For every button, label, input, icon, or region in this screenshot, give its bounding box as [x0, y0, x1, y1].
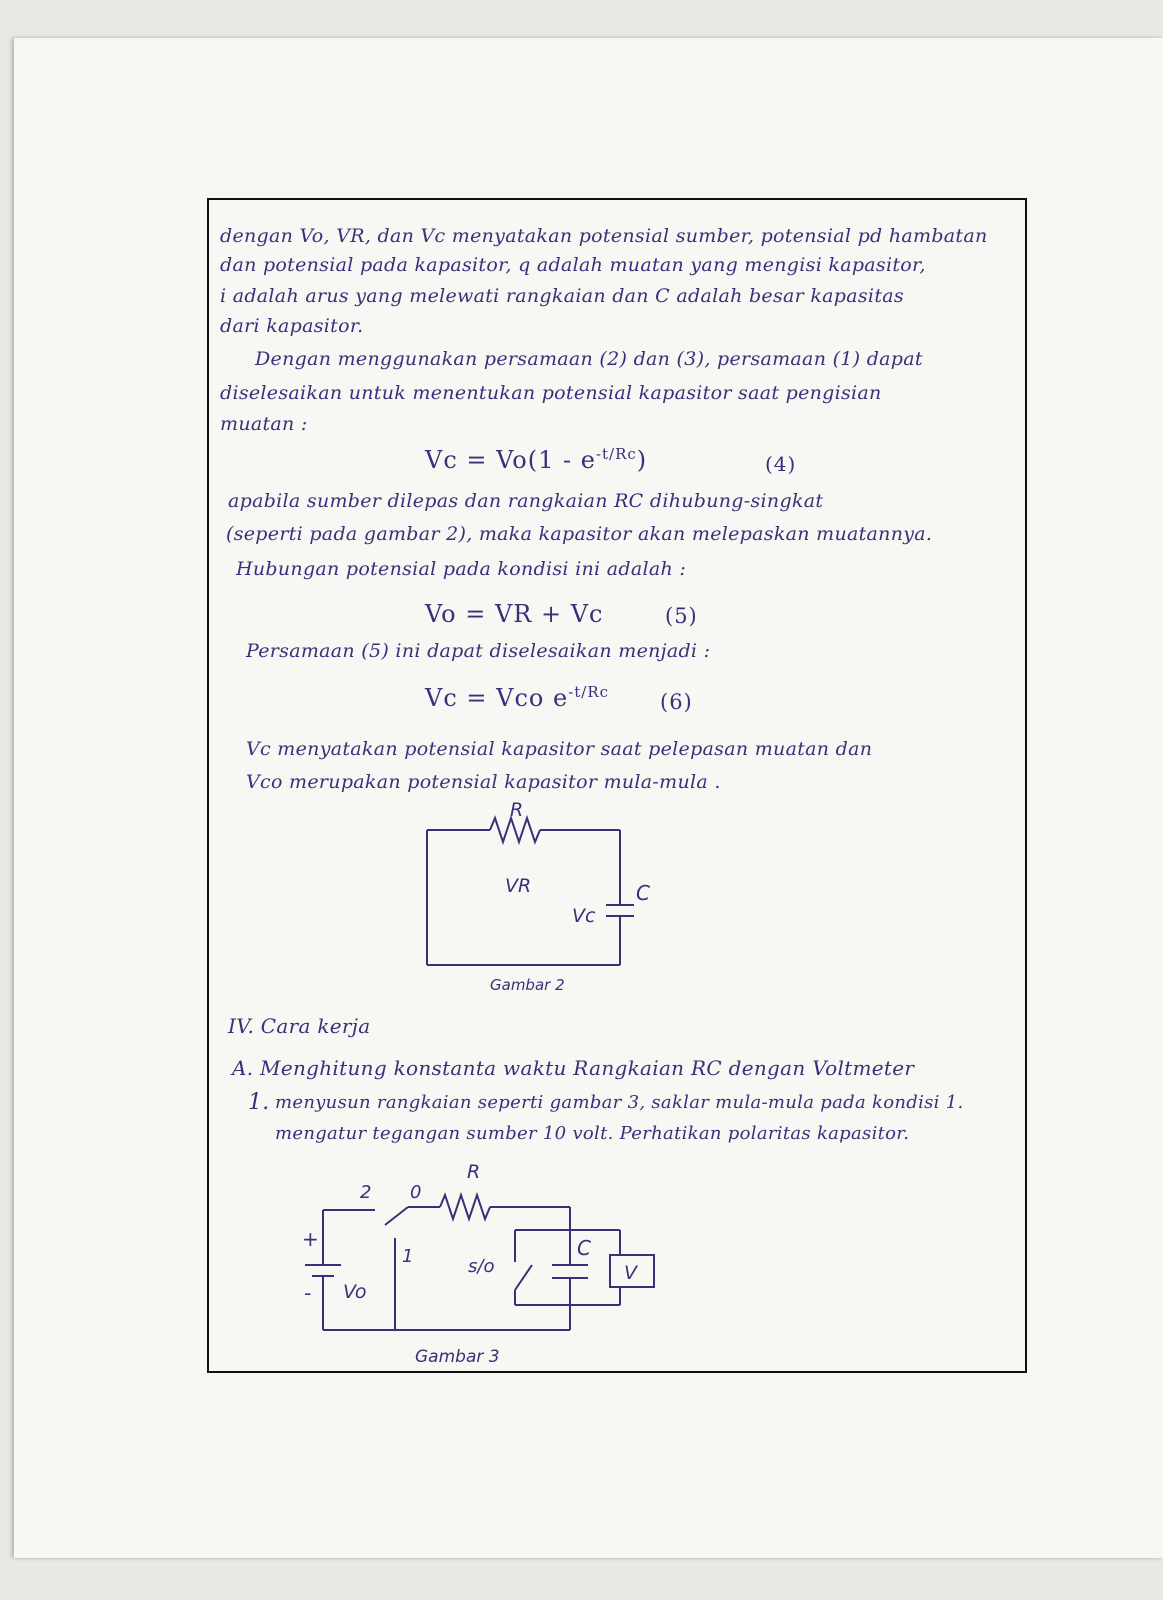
figure-3-label-r: R: [467, 1161, 481, 1183]
figure-3-label-plus: +: [302, 1227, 319, 1251]
figure-2-label-r: R: [510, 799, 524, 821]
paragraph-3-line-2: (seperti pada gambar 2), maka kapasitor akan melepaskan muatannya.: [226, 523, 933, 545]
equation-5: Vo = VR + Vc: [425, 600, 604, 628]
equation-4-exponent: -t/Rc: [595, 445, 637, 463]
step-1-line-1: menyusun rangkaian seperti gambar 3, saklar mula-mula pada kondisi 1.: [275, 1092, 964, 1113]
step-1-number: 1.: [248, 1090, 270, 1115]
paragraph-5-line-1: Vc menyatakan potensial kapasitor saat pelepasan muatan dan: [246, 738, 873, 760]
figure-3-label-minus: -: [304, 1281, 312, 1305]
paragraph-2-line-2: diselesaikan untuk menentukan potensial kapasitor saat pengisian: [220, 382, 882, 404]
figure-3-label-c: C: [577, 1236, 591, 1260]
paragraph-2-line-3: muatan :: [220, 413, 308, 435]
equation-4-close: ): [636, 446, 648, 474]
equation-6: [425, 683, 609, 712]
equation-6-formula: Vc = Vco e: [425, 684, 569, 712]
equation-4-number: (4): [765, 452, 797, 476]
paragraph-1-line-3: i adalah arus yang melewati rangkaian dan C adalah besar kapasitas: [220, 285, 904, 307]
section-heading: IV. Cara kerja: [228, 1014, 371, 1038]
equation-6-exponent: -t/Rc: [568, 683, 610, 701]
equation-4: [425, 445, 647, 474]
paragraph-5-line-2: Vco merupakan potensial kapasitor mula-mula .: [246, 771, 721, 793]
equation-4-formula: Vc = Vo(1 - e: [425, 446, 596, 474]
figure-3-label-1: 1: [402, 1246, 414, 1267]
equation-6-number: (6): [660, 690, 693, 714]
paragraph-3-line-3: Hubungan potensial pada kondisi ini adalah :: [236, 558, 687, 580]
equation-5-number: (5): [665, 604, 698, 628]
figure-3-caption: Gambar 3: [415, 1347, 500, 1367]
figure-2-label-c: C: [636, 881, 650, 905]
paragraph-1-line-2: dan potensial pada kapasitor, q adalah muatan yang mengisi kapasitor,: [220, 254, 926, 276]
figure-2-label-vc: Vc: [572, 905, 596, 927]
figure-3-label-v: V: [624, 1262, 637, 1284]
figure-3-label-so: s/o: [468, 1256, 495, 1277]
figure-2-caption: Gambar 2: [490, 976, 565, 994]
paragraph-1-line-4: dari kapasitor.: [220, 315, 364, 337]
figure-3-label-vo: Vo: [343, 1281, 367, 1303]
figure-2-label-vr: VR: [505, 875, 532, 897]
figure-3-label-0: 0: [410, 1182, 422, 1203]
paragraph-1-line-1: dengan Vo, VR, dan Vc menyatakan potensial sumber, potensial pd hambatan: [220, 225, 988, 247]
step-1-line-2: mengatur tegangan sumber 10 volt. Perhatikan polaritas kapasitor.: [275, 1123, 910, 1144]
paragraph-2-line-1: Dengan menggunakan persamaan (2) dan (3), persamaan (1) dapat: [255, 348, 923, 370]
figure-3-label-2: 2: [360, 1182, 372, 1203]
paragraph-4: Persamaan (5) ini dapat diselesaikan menjadi :: [246, 640, 711, 662]
subsection-a-heading: A. Menghitung konstanta waktu Rangkaian RC dengan Voltmeter: [232, 1056, 915, 1080]
paragraph-3-line-1: apabila sumber dilepas dan rangkaian RC dihubung-singkat: [228, 490, 824, 512]
